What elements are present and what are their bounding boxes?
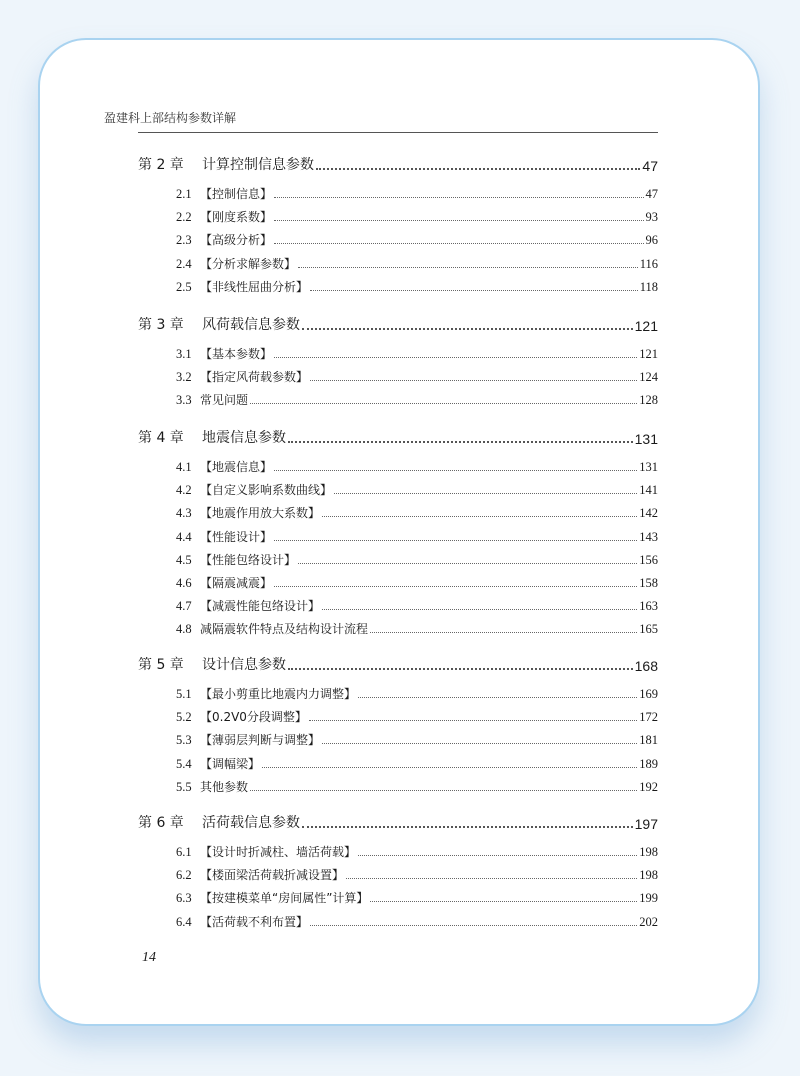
section-title: 【控制信息】 <box>200 187 273 201</box>
section-page-number: 181 <box>639 733 658 748</box>
section-page-number: 158 <box>639 576 658 590</box>
section-page-number: 142 <box>639 506 658 521</box>
section-title: 减隔震软件特点及结构设计流程 <box>200 622 369 637</box>
section-title: 【分析求解参数】 <box>200 256 297 271</box>
section-number: 5.4 <box>176 756 192 771</box>
toc-section-entry[interactable] <box>176 777 658 795</box>
section-page-number: 47 <box>645 187 658 201</box>
section-number: 4.6 <box>176 576 192 590</box>
toc-section-entry[interactable] <box>176 596 658 614</box>
leader-dots <box>346 878 637 879</box>
chapter-title: 地震信息参数 <box>202 430 286 446</box>
toc-section-entry[interactable] <box>176 344 658 362</box>
leader-dots <box>322 516 637 517</box>
section-number: 4.7 <box>176 599 192 614</box>
section-page-number: 202 <box>639 914 658 929</box>
leader-dots <box>310 290 638 291</box>
toc-section-entry[interactable] <box>176 707 658 725</box>
section-number: 2.1 <box>176 187 192 201</box>
leader-dots <box>274 243 643 244</box>
toc-section-entry[interactable] <box>176 912 658 930</box>
chapter-title: 活荷载信息参数 <box>202 815 300 831</box>
toc-section-entry[interactable] <box>176 888 658 906</box>
toc-section-entry[interactable] <box>176 842 658 860</box>
section-title: 【最小剪重比地震内力调整】 <box>200 687 357 701</box>
section-number: 6.2 <box>176 868 192 883</box>
leader-dots <box>288 668 633 670</box>
leader-dots <box>322 609 637 610</box>
toc-section-entry[interactable] <box>176 390 658 408</box>
leader-dots <box>302 826 633 828</box>
toc-section-entry[interactable] <box>176 527 658 545</box>
section-title: 【地震作用放大系数】 <box>200 506 321 521</box>
leader-dots <box>309 720 637 721</box>
toc-section-entry[interactable] <box>176 503 658 521</box>
leader-dots <box>262 767 637 768</box>
chapter-title: 风荷载信息参数 <box>202 317 300 333</box>
toc-section-entry[interactable] <box>176 277 658 295</box>
leader-dots <box>298 267 638 268</box>
section-page-number: 199 <box>639 891 658 906</box>
leader-dots <box>358 697 637 698</box>
section-number: 6.1 <box>176 845 192 859</box>
section-number: 5.2 <box>176 710 192 725</box>
section-page-number: 118 <box>639 279 658 294</box>
toc-section-entry[interactable] <box>176 865 658 883</box>
page-number: 14 <box>142 950 156 965</box>
toc-chapter-entry[interactable] <box>138 152 658 174</box>
toc-chapter-entry[interactable] <box>138 652 658 674</box>
section-title: 【刚度系数】 <box>200 210 273 225</box>
section-title: 【楼面梁活荷载折减设置】 <box>200 868 345 883</box>
chapter-page-number: 131 <box>634 431 658 447</box>
section-title: 常见问题 <box>200 393 249 408</box>
section-page-number: 143 <box>639 529 658 544</box>
leader-dots <box>302 328 633 330</box>
section-title: 【调幅梁】 <box>200 756 261 771</box>
leader-dots <box>274 357 637 358</box>
chapter-page-number: 197 <box>634 816 658 832</box>
leader-dots <box>316 168 640 170</box>
section-title: 【减震性能包络设计】 <box>200 599 321 614</box>
chapter-title: 设计信息参数 <box>202 657 286 673</box>
section-title: 【性能包络设计】 <box>200 552 297 567</box>
section-number: 4.3 <box>176 506 192 521</box>
section-number: 4.1 <box>176 460 192 474</box>
toc-section-entry[interactable] <box>176 730 658 748</box>
section-number: 5.5 <box>176 779 192 794</box>
section-title: 【自定义影响系数曲线】 <box>200 483 333 498</box>
chapter-number: 第 2 章 <box>138 157 184 173</box>
section-page-number: 121 <box>639 347 658 361</box>
section-number: 5.3 <box>176 733 192 748</box>
toc-section-entry[interactable] <box>176 230 658 248</box>
section-page-number: 141 <box>639 483 658 498</box>
leader-dots <box>310 925 637 926</box>
leader-dots <box>288 441 633 443</box>
section-page-number: 96 <box>645 233 658 248</box>
toc-section-entry[interactable] <box>176 184 658 202</box>
section-number: 2.3 <box>176 233 192 248</box>
chapter-number: 第 3 章 <box>138 317 184 333</box>
section-number: 2.4 <box>176 256 192 271</box>
leader-dots <box>274 540 637 541</box>
leader-dots <box>274 197 643 198</box>
section-page-number: 124 <box>639 370 658 385</box>
section-title: 【隔震减震】 <box>200 576 273 590</box>
chapter-number: 第 4 章 <box>138 430 184 446</box>
section-page-number: 156 <box>639 552 658 567</box>
section-page-number: 131 <box>639 460 658 474</box>
toc-section-entry[interactable] <box>176 254 658 272</box>
toc-section-entry[interactable] <box>176 573 658 591</box>
section-number: 4.2 <box>176 483 192 498</box>
section-number: 6.4 <box>176 914 192 929</box>
leader-dots <box>370 632 637 633</box>
leader-dots <box>370 901 637 902</box>
section-page-number: 198 <box>639 868 658 883</box>
section-number: 4.4 <box>176 529 192 544</box>
section-number: 3.2 <box>176 370 192 385</box>
leader-dots <box>250 790 637 791</box>
toc-section-entry[interactable] <box>176 480 658 498</box>
section-number: 3.3 <box>176 393 192 408</box>
toc-section-entry[interactable] <box>176 754 658 772</box>
section-title: 【薄弱层判断与调整】 <box>200 733 321 748</box>
section-page-number: 198 <box>639 845 658 859</box>
section-title: 【0.2V0分段调整】 <box>200 710 307 725</box>
section-number: 2.2 <box>176 210 192 225</box>
running-head: 盈建科上部结构参数详解 <box>104 111 237 125</box>
leader-dots <box>274 220 643 221</box>
section-number: 3.1 <box>176 347 192 361</box>
section-title: 【指定风荷载参数】 <box>200 370 309 385</box>
section-page-number: 172 <box>639 710 658 725</box>
chapter-number: 第 5 章 <box>138 657 184 673</box>
section-title: 【按建模菜单“房间属性”计算】 <box>200 891 369 906</box>
chapter-title: 计算控制信息参数 <box>202 157 314 173</box>
section-title: 【基本参数】 <box>200 347 273 361</box>
leader-dots <box>274 470 637 471</box>
section-page-number: 192 <box>639 779 658 794</box>
toc-section-entry[interactable] <box>176 684 658 702</box>
chapter-page-number: 121 <box>634 318 658 334</box>
section-page-number: 165 <box>639 622 658 637</box>
toc-chapter-entry[interactable] <box>138 425 658 447</box>
section-title: 【地震信息】 <box>200 460 273 474</box>
chapter-page-number: 47 <box>642 158 658 174</box>
toc-chapter-entry[interactable] <box>138 312 658 334</box>
section-title: 【活荷载不利布置】 <box>200 914 309 929</box>
section-page-number: 116 <box>639 256 658 271</box>
toc-section-entry[interactable] <box>176 367 658 385</box>
section-number: 4.8 <box>176 622 192 637</box>
toc-section-entry[interactable] <box>176 457 658 475</box>
section-title: 【设计时折减柱、墙活荷载】 <box>200 845 357 859</box>
section-page-number: 169 <box>639 687 658 701</box>
leader-dots <box>334 493 637 494</box>
header-rule <box>138 132 658 133</box>
section-number: 6.3 <box>176 891 192 906</box>
section-title: 其他参数 <box>200 779 249 794</box>
chapter-number: 第 6 章 <box>138 815 184 831</box>
leader-dots <box>310 380 637 381</box>
toc-section-entry[interactable] <box>176 550 658 568</box>
section-number: 5.1 <box>176 687 192 701</box>
section-number: 2.5 <box>176 279 192 294</box>
toc-chapter-entry[interactable] <box>138 810 658 832</box>
leader-dots <box>322 743 637 744</box>
section-page-number: 128 <box>639 393 658 408</box>
section-title: 【性能设计】 <box>200 529 273 544</box>
leader-dots <box>250 403 637 404</box>
toc-section-entry[interactable] <box>176 619 658 637</box>
chapter-page-number: 168 <box>634 658 658 674</box>
leader-dots <box>358 855 637 856</box>
section-page-number: 93 <box>645 210 658 225</box>
section-title: 【非线性屈曲分析】 <box>200 279 309 294</box>
toc-section-entry[interactable] <box>176 207 658 225</box>
leader-dots <box>298 563 637 564</box>
section-title: 【高级分析】 <box>200 233 273 248</box>
section-page-number: 163 <box>639 599 658 614</box>
leader-dots <box>274 586 637 587</box>
section-number: 4.5 <box>176 552 192 567</box>
section-page-number: 189 <box>639 756 658 771</box>
